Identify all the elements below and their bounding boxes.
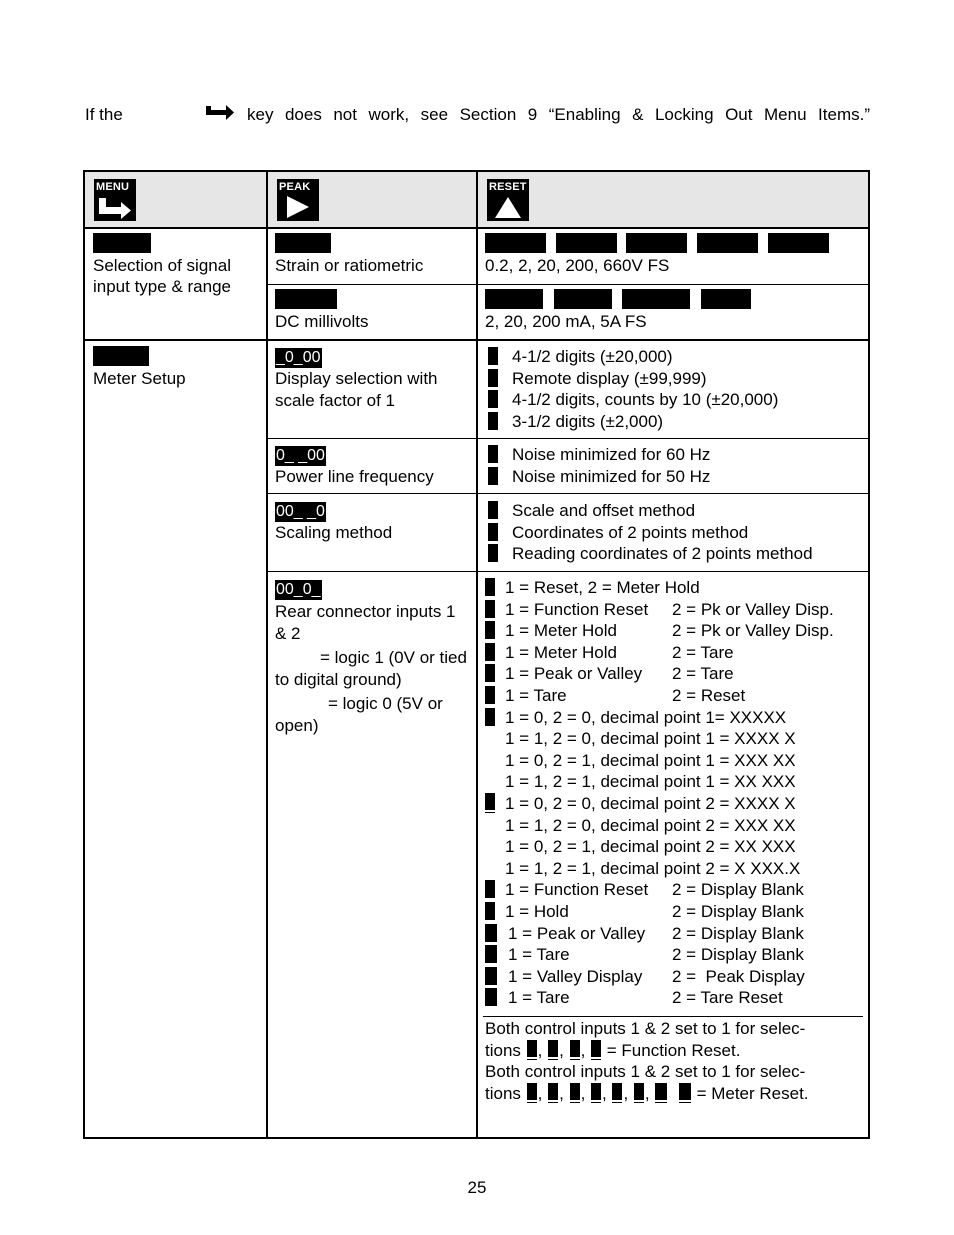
signal-title: Selection of signal input type & range xyxy=(93,255,231,296)
list-item: 1 = Hold 2 = Display Blank xyxy=(485,901,865,923)
display-code-block xyxy=(93,233,151,253)
setup-title: Meter Setup xyxy=(93,368,186,388)
dc-label: DC millivolts xyxy=(275,311,369,331)
list-item: 1 = Function Reset 2 = Pk or Valley Disp. xyxy=(485,599,865,621)
list-item: 1 = 1, 2 = 1, decimal point 1 = XX XXX xyxy=(505,772,796,792)
display-cell xyxy=(275,346,470,411)
dc-range-cell xyxy=(485,289,865,332)
strain-cell xyxy=(275,233,470,276)
note-meter-reset-b: tions , , , , , , = Meter Reset. xyxy=(485,1083,809,1103)
power-code: 0_ _00 xyxy=(276,447,325,464)
logic0-text: = logic 0 (5V or open) xyxy=(275,693,443,735)
list-item: 4-1/2 digits (±20,000) xyxy=(488,346,868,368)
reset-key-icon: RESET xyxy=(487,179,529,221)
peak-key-icon: PEAK xyxy=(277,179,319,221)
list-item: Remote display (±99,999) xyxy=(488,368,868,390)
dc-cell xyxy=(275,289,470,332)
list-item: Scale and offset method xyxy=(488,500,868,522)
list-item: 1 = 0, 2 = 0, decimal point 2 = XXXX X xyxy=(485,793,865,815)
display-code-block xyxy=(93,346,149,366)
list-item: 1 = 1, 2 = 1, decimal point 2 = X XXX.X xyxy=(505,858,801,878)
list-item: 1 = Reset, 2 = Meter Hold xyxy=(485,577,865,599)
list-item: 1 = Peak or Valley 2 = Tare xyxy=(485,663,865,685)
list-item: Reading coordinates of 2 points method xyxy=(488,543,868,565)
list-item: 1 = Meter Hold 2 = Tare xyxy=(485,642,865,664)
strain-range-cell xyxy=(485,233,865,276)
arrow-right-icon xyxy=(204,104,236,128)
list-item: 1 = Tare 2 = Tare Reset xyxy=(485,987,865,1009)
logic1-text: = logic 1 (0V or tied to digital ground) xyxy=(275,647,467,689)
list-item: 1 = Meter Hold 2 = Pk or Valley Disp. xyxy=(485,620,865,642)
list-item: 1 = Peak or Valley 2 = Display Blank xyxy=(485,923,865,945)
list-item: 1 = 1, 2 = 0, decimal point 2 = XXX XX xyxy=(505,815,796,835)
list-item: Noise minimized for 60 Hz xyxy=(488,444,868,466)
list-item: 1 = Valley Display 2 = Peak Display xyxy=(485,966,865,988)
power-options xyxy=(488,444,868,487)
rear-options xyxy=(485,577,865,1009)
note-meter-reset-a: Both control inputs 1 & 2 set to 1 for selec- xyxy=(485,1062,806,1082)
list-item: Noise minimized for 50 Hz xyxy=(488,466,868,488)
scaling-label: Scaling method xyxy=(275,523,393,542)
intro-text: key does not work, see Section 9 “Enabling & Locking Out Menu Items.” xyxy=(247,105,870,124)
list-item: 1 = 0, 2 = 1, decimal point 1 = XXX XX xyxy=(505,750,796,770)
list-item: 1 = 0, 2 = 1, decimal point 2 = XX XXX xyxy=(505,837,796,857)
list-item: 1 = Function Reset 2 = Display Blank xyxy=(485,879,865,901)
rear-code: 00_0_ xyxy=(276,581,321,598)
list-item: 1 = 0, 2 = 0, decimal point 1= XXXXX xyxy=(485,707,865,729)
rear-notes xyxy=(485,1018,865,1104)
rear-cell xyxy=(275,578,470,738)
note-function-reset-b: tions , , , = Function Reset. xyxy=(485,1040,741,1060)
page-number: 25 xyxy=(467,1178,487,1197)
display-code-block xyxy=(275,233,331,253)
list-item: 4-1/2 digits, counts by 10 (±20,000) xyxy=(488,389,868,411)
display-code: _0_00 xyxy=(276,349,321,366)
rear-label: Rear connector inputs 1 & 2 xyxy=(275,601,456,643)
list-item: Coordinates of 2 points method xyxy=(488,522,868,544)
menu-key-icon: MENU xyxy=(94,179,136,221)
display-code-block xyxy=(275,289,337,309)
setup-cell xyxy=(93,346,258,389)
list-item: 3-1/2 digits (±2,000) xyxy=(488,411,868,433)
scaling-options xyxy=(488,500,868,565)
list-item: 1 = 1, 2 = 0, decimal point 1 = XXXX X xyxy=(505,729,796,749)
intro-prefix: If the xyxy=(85,105,123,124)
strain-range: 0.2, 2, 20, 200, 660V FS xyxy=(485,255,670,275)
power-cell xyxy=(275,444,470,488)
scaling-code: 00_ _0 xyxy=(276,503,325,520)
list-item: 1 = Tare 2 = Reset xyxy=(485,685,865,707)
dc-range: 2, 20, 200 mA, 5A FS xyxy=(485,311,647,331)
strain-label: Strain or ratiometric xyxy=(275,255,424,275)
display-label: Display selection with scale factor of 1 xyxy=(275,369,438,410)
signal-cell xyxy=(93,233,258,298)
power-label: Power line frequency xyxy=(275,467,434,486)
display-options xyxy=(488,346,868,432)
list-item: 1 = Tare 2 = Display Blank xyxy=(485,944,865,966)
scaling-cell xyxy=(275,500,470,544)
note-function-reset-a: Both control inputs 1 & 2 set to 1 for selec- xyxy=(485,1019,806,1038)
menu-table xyxy=(83,170,870,1139)
